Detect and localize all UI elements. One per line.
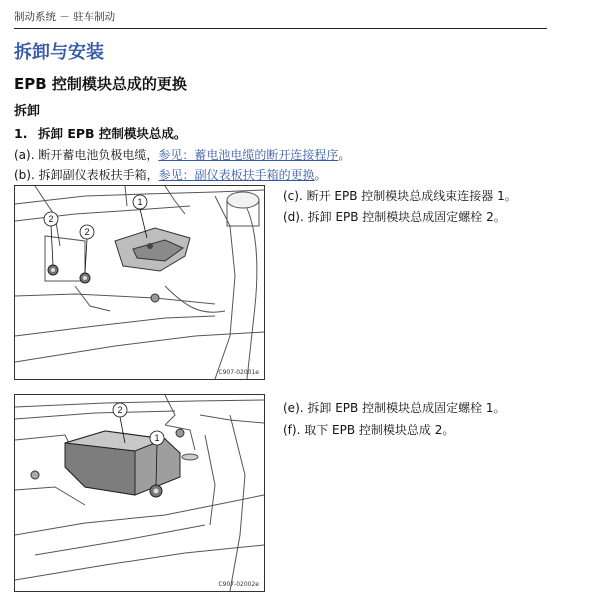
substep-a (14, 146, 350, 163)
substep-d-text: 拆卸 EPB 控制模块总成固定螺栓 2。 (307, 210, 506, 224)
figure-1-illustration (15, 186, 264, 379)
substep-f-marker: (f). (283, 423, 301, 437)
substep-f (283, 421, 454, 438)
figure-2-code: C907-02002e (218, 581, 259, 588)
substep-e (283, 399, 506, 416)
substep-b-end: 。 (314, 168, 327, 182)
section-title: 拆卸与安装 (14, 42, 104, 63)
substep-e-marker: (e). (283, 401, 304, 415)
substep-d-marker: (d). (283, 210, 304, 224)
figure-2-illustration (15, 395, 264, 591)
subsection-title: EPB 控制模块总成的更换 (14, 75, 187, 93)
substep-b-marker: (b). (14, 168, 35, 182)
figure-1-callout-label: 1 (137, 197, 143, 207)
substep-f-text: 取下 EPB 控制模块总成 2。 (304, 423, 455, 437)
substep-b (14, 166, 327, 183)
header-divider (14, 28, 547, 29)
substep-c-text: 断开 EPB 控制模块总成线束连接器 1。 (306, 189, 517, 203)
step-1-number: 1. (14, 126, 28, 141)
figure-2 (14, 394, 265, 592)
armrest-box-link[interactable]: 参见：副仪表板扶手箱的更换 (158, 168, 315, 182)
figure-2-callout-label: 1 (154, 433, 160, 443)
substep-a-marker: (a). (14, 148, 35, 162)
step-1-text: 拆卸 EPB 控制模块总成。 (38, 126, 187, 141)
substep-a-end: 。 (338, 148, 351, 162)
substep-e-text: 拆卸 EPB 控制模块总成固定螺栓 1。 (307, 401, 506, 415)
substep-b-text: 拆卸副仪表板扶手箱， (38, 168, 159, 182)
substep-c-marker: (c). (283, 189, 303, 203)
battery-cable-link[interactable]: 参见：蓄电池电缆的断开连接程序 (158, 148, 339, 162)
step-1 (14, 124, 186, 142)
substep-d (283, 208, 506, 225)
figure-2-callout-label: 2 (117, 405, 123, 415)
procedure-title: 拆卸 (14, 104, 41, 119)
substep-c (283, 187, 517, 204)
substep-a-text: 断开蓄电池负极电缆， (38, 148, 159, 162)
figure-1-callout-label: 2 (48, 214, 54, 224)
figure-1 (14, 185, 265, 380)
header-breadcrumb: 制动系统 － 驻车制动 (14, 11, 116, 23)
figure-1-callout-label: 2 (84, 227, 90, 237)
figure-1-code: C907-02001e (218, 369, 259, 376)
